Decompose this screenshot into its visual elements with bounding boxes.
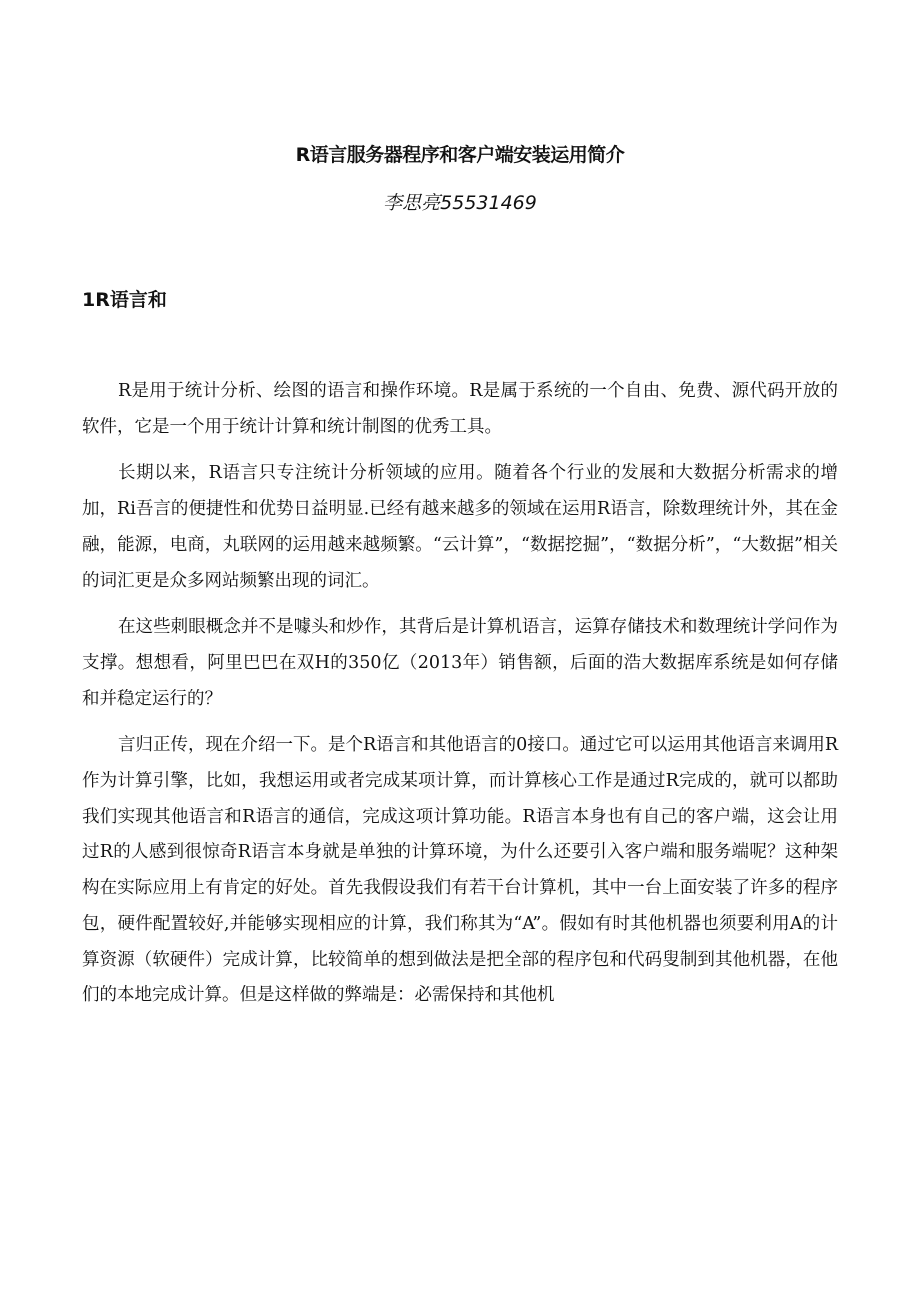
body-text	[82, 374, 838, 1025]
document-author: 李思亮55531469	[383, 192, 537, 214]
document-title: R语言服务器程序和客户端安装运用简介	[295, 144, 625, 166]
paragraph-4: 言归正传，现在介绍一下。是个R语言和其他语言的0接口。通过它可以运用其他语言来调用R作为计算引擎，比如，我想运用或者完成某项计算，而计算核心工作是通过R完成的，就可以都助我们实现其他语言和R语言的通信，完成这项计算功能。R语言本身也有自己的客户端，这会让用过R的人感到很惊奇R语言本身就是单独的计算环境，为什么还要引入客户端和服务端呢？这种架构在实际应用上有肯定的好处。首先我假设我们有若干台计算机，其中一台上面安装了许多的程序包，硬件配置较好,并能够实现相应的计算，我们称其为“A”。假如有时其他机器也须要利用A的计算资源（软硬件）完成计算，比较简单的想到做法是把全部的程序包和代码叟制到其他机器，在他们的本地完成计算。但是这样做的弊端是：必需保持和其他机	[82, 735, 838, 1006]
paragraph-1: R是用于统计分析、绘图的语言和操作环境。R是属于系统的一个自由、免费、源代码开放的软件，它是一个用于统计计算和统计制图的优秀工具。	[82, 381, 838, 437]
section-heading: 1R语言和	[82, 289, 167, 311]
paragraph-3: 在这些刺眼概念并不是噱头和炒作，其背后是计算机语言，运算存储技术和数理统计学问作为支撑。想想看，阿里巴巴在双H的350亿（2013年）销售额，后面的浩大数据库系统是如何存储和并稳定运行的？	[82, 617, 838, 709]
paragraph-2: 长期以来，R语言只专注统计分析领域的应用。随着各个行业的发展和大数据分析需求的增加，Ri吾言的便捷性和优势日益明显.已经有越来越多的领域在运用R语言，除数理统计外，其在金融，能源，电商，丸联网的运用越来越频繁。“云计算”，“数据挖掘”，“数据分析”，“大数据”相关的词汇更是众多网站频繁出现的词汇。	[82, 463, 838, 591]
